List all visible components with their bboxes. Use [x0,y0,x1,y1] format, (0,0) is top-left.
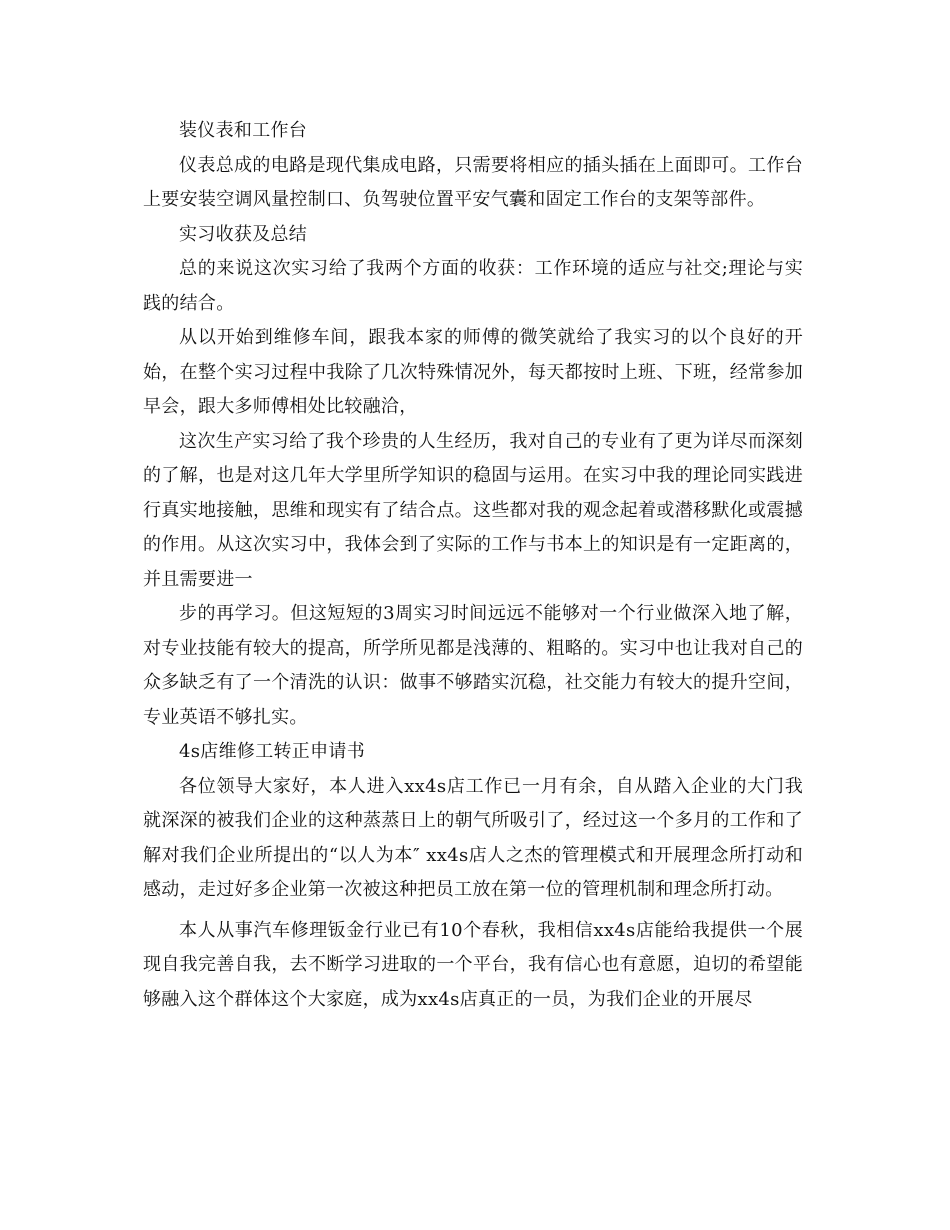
section-heading-install-dashboard: 装仪表和工作台 [179,120,308,141]
paragraph-greeting-leaders: 各位领导大家好，本人进入xx4s店工作已一月有余，自从踏入企业的大门我就深深的被我们企业的这种蒸蒸日上的朝气所吸引了，经过这一个多月的工作和了解对我们企业所提出的“以人为本″ xx4s店人之杰的管理模式和开展理念所打动和感动，走过好多企业第一次被这种把员工放在第一位的管理机制和理念所打动。 [143,775,803,900]
section-heading-application-letter: 4s店维修工转正申请书 [179,741,365,762]
paragraph-two-gains: 总的来说这次实习给了我两个方面的收获：工作环境的适应与社交;理论与实践的结合。 [143,258,803,314]
document-body [143,114,803,1017]
paragraph-ten-years-experience: 本人从事汽车修理钣金行业已有10个春秋，我相信xx4s店能给我提供一个展现自我完善自我，去不断学习进取的一个平台，我有信心也有意愿，迫切的希望能够融入这个群体这个大家庭，成为xx4s店真正的一员，为我们企业的开展尽 [143,919,803,1010]
paragraph-production-internship: 这次生产实习给了我个珍贵的人生经历，我对自己的专业有了更为详尽而深刻的了解，也是对这几年大学里所学知识的稳固与运用。在实习中我的理论同实践进行真实地接触，思维和现实有了结合点。这些都对我的观念起着或潜移默化或震撼的作用。从这次实习中，我体会到了实际的工作与书本上的知识是有一定距离的，并且需要进一 [143,430,803,590]
paragraph-further-study: 步的再学习。但这短短的3周实习时间远远不能够对一个行业做深入地了解，对专业技能有较大的提高，所学所见都是浅薄的、粗略的。实习中也让我对自己的众多缺乏有了一个清洗的认识：做事不够踏实沉稳，社交能力有较大的提升空间，专业英语不够扎实。 [143,603,803,728]
section-heading-internship-summary: 实习收获及总结 [179,223,308,245]
paragraph-repair-workshop: 从以开始到维修车间，跟我本家的师傅的微笑就给了我实习的以个良好的开始，在整个实习过程中我除了几次特殊情况外，每天都按时上班、下班，经常参加早会，跟大多师傅相处比较融洽， [143,327,803,417]
paragraph-dashboard-circuit: 仪表总成的电路是现代集成电路，只需要将相应的插头插在上面即可。工作台上要安装空调风量控制口、负驾驶位置平安气囊和固定工作台的支架等部件。 [143,154,803,210]
